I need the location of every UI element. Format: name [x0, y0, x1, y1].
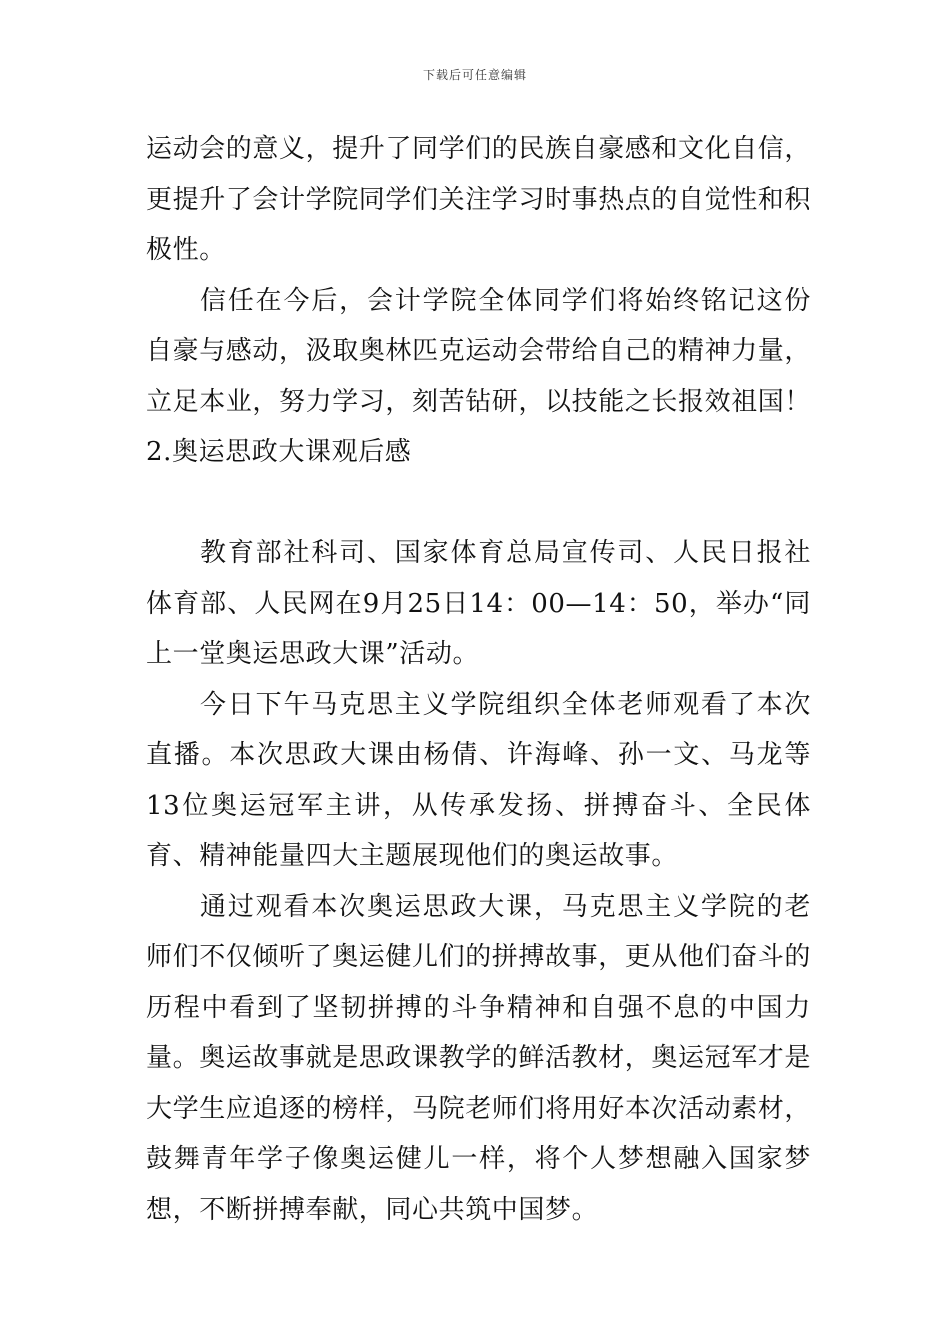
paragraph-5: 通过观看本次奥运思政大课，马克思主义学院的老师们不仅倾听了奥运健儿们的拼搏故事，更从他们奋斗的历程中看到了坚韧拼搏的斗争精神和自强不息的中国力量。奥运故事就是思政课教学的鲜活教材，奥运冠军才是大学生应追逐的榜样，马院老师们将用好本次活动素材，鼓舞青年学子像奥运健儿一样，将个人梦想融入国家梦想，不断拼搏奉献，同心共筑中国梦。	[146, 891, 812, 1225]
paragraph-1: 运动会的意义，提升了同学们的民族自豪感和文化自信，更提升了会计学院同学们关注学习时事热点的自觉性和积极性。	[146, 134, 812, 265]
paragraph-3: 教育部社科司、国家体育总局宣传司、人民日报社体育部、人民网在9月25日14：00—14：50，举办“同上一堂奥运思政大课”活动。	[146, 538, 811, 669]
paragraph-4: 今日下午马克思主义学院组织全体老师观看了本次直播。本次思政大课由杨倩、许海峰、孙一文、马龙等13位奥运冠军主讲，从传承发扬、拼搏奋斗、全民体育、精神能量四大主题展现他们的奥运故事。	[146, 689, 811, 871]
blank-line	[146, 478, 811, 529]
page-header: 下载后可任意编辑	[422, 68, 527, 82]
section-heading: 2.奥运思政大课观后感	[146, 437, 412, 467]
document-body	[146, 124, 811, 1235]
paragraph-2: 信任在今后，会计学院全体同学们将始终铭记这份自豪与感动，汲取奥林匹克运动会带给自己的精神力量，立足本业，努力学习，刻苦钻研，以技能之长报效祖国！	[146, 285, 812, 417]
